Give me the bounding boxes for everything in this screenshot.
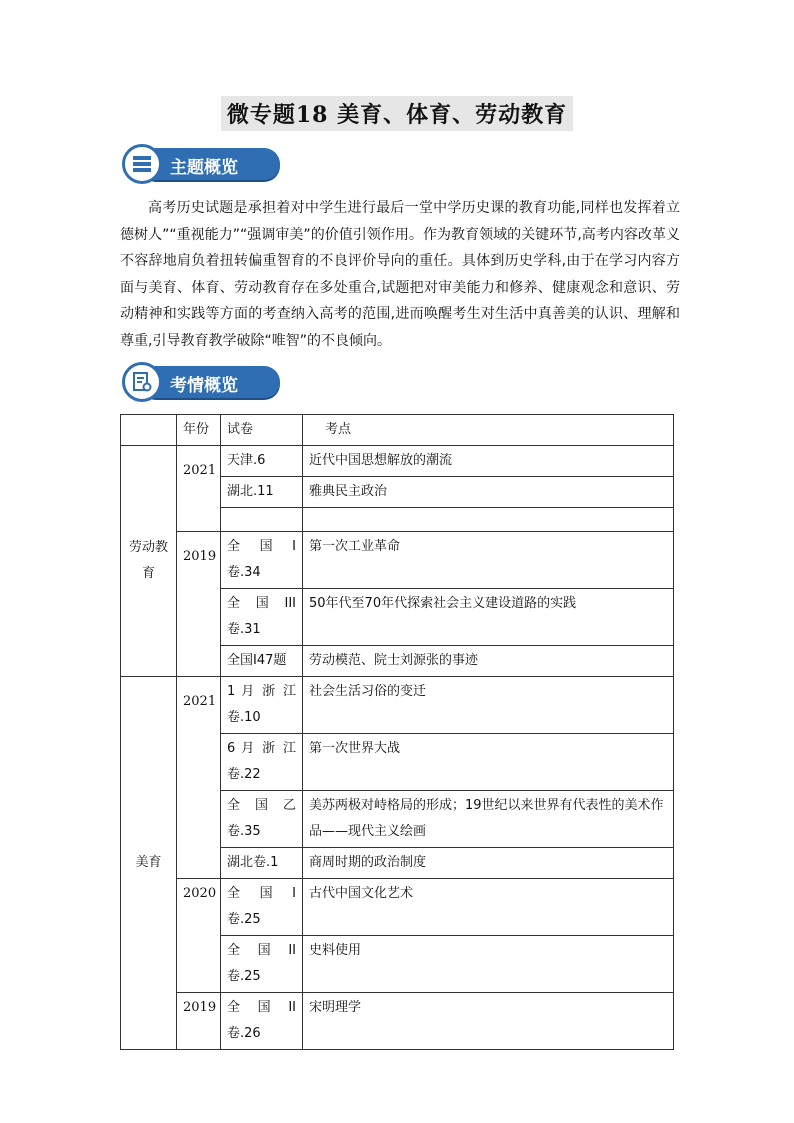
intro-paragraph: 高考历史试题是承担着对中学生进行最后一堂中学历史课的教育功能,同样也发挥着立德树人”“重视能力”“强调审美”的价值引领作用。作为教育领域的关键环节,高考内容改革义不容辞地肩负着扭转偏重智育的不良评价导向的重任。具体到历史学科,由于在学习内容方面与美育、体育、劳动教育存在多处重合,试题把对审美能力和修养、健康观念和意识、劳动精神和实践等方面的考查纳入高考的范围,进而唤醒考生对生活中真善美的认识、理解和尊重,引导教育教学破除“唯智”的不良倾向。 [120,200,680,349]
year-cell: 2019 [177,532,221,677]
document-search-icon [122,362,162,402]
year-cell: 2021 [177,446,221,532]
table-row [121,532,674,589]
section-title-overview: 主题概览 [170,158,238,178]
point-cell: 美苏两极对峙格局的形成；19世纪以来世界有代表性的美术作品——现代主义绘画 [303,791,674,848]
point-cell: 史料使用 [303,936,674,993]
paper-cell: 1 月 浙 江 卷.10 [221,677,303,734]
point-cell: 宋明理学 [303,993,674,1050]
point-cell: 古代中国文化艺术 [303,879,674,936]
point-cell [303,508,674,532]
paper-cell: 湖北卷.1 [221,848,303,879]
table-row [121,677,674,734]
year-cell: 2019 [177,993,221,1050]
header-cell-point: 考点 [303,415,674,446]
table-header-row [121,415,674,446]
point-cell: 雅典民主政治 [303,477,674,508]
point-cell: 第一次工业革命 [303,532,674,589]
section-title-exam: 考情概览 [170,376,238,396]
table-row [121,879,674,936]
point-cell: 劳动模范、院士刘源张的事迹 [303,646,674,677]
table-row [121,993,674,1050]
exam-table [120,414,674,1050]
year-cell: 2021 [177,677,221,879]
paper-cell: 全 国 I 卷.25 [221,879,303,936]
point-cell: 商周时期的政治制度 [303,848,674,879]
paper-cell: 湖北.11 [221,477,303,508]
category-cell: 美育 [121,677,177,1050]
header-cell-year: 年份 [177,415,221,446]
page-title-wrap [0,96,794,131]
point-cell: 50年代至70年代探索社会主义建设道路的实践 [303,589,674,646]
point-cell: 近代中国思想解放的潮流 [303,446,674,477]
paper-cell: 全 国 I 卷.34 [221,532,303,589]
paper-cell: 全 国 乙 卷.35 [221,791,303,848]
header-cell [121,415,177,446]
section-badge-overview [122,144,282,184]
year-cell: 2020 [177,879,221,993]
page-title: 微专题18 美育、体育、劳动教育 [221,96,573,131]
point-cell: 社会生活习俗的变迁 [303,677,674,734]
books-icon [122,144,162,184]
category-cell: 劳动教育 [121,446,177,677]
section-badge-exam [122,362,282,402]
paper-cell: 天津.6 [221,446,303,477]
paper-cell: 全 国 II 卷.25 [221,936,303,993]
paper-cell [221,508,303,532]
paper-cell: 6 月 浙 江 卷.22 [221,734,303,791]
table-row [121,446,674,477]
paper-cell: 全国I47题 [221,646,303,677]
header-cell-paper: 试卷 [221,415,303,446]
paper-cell: 全 国 II 卷.26 [221,993,303,1050]
paper-cell: 全 国 III 卷.31 [221,589,303,646]
point-cell: 第一次世界大战 [303,734,674,791]
